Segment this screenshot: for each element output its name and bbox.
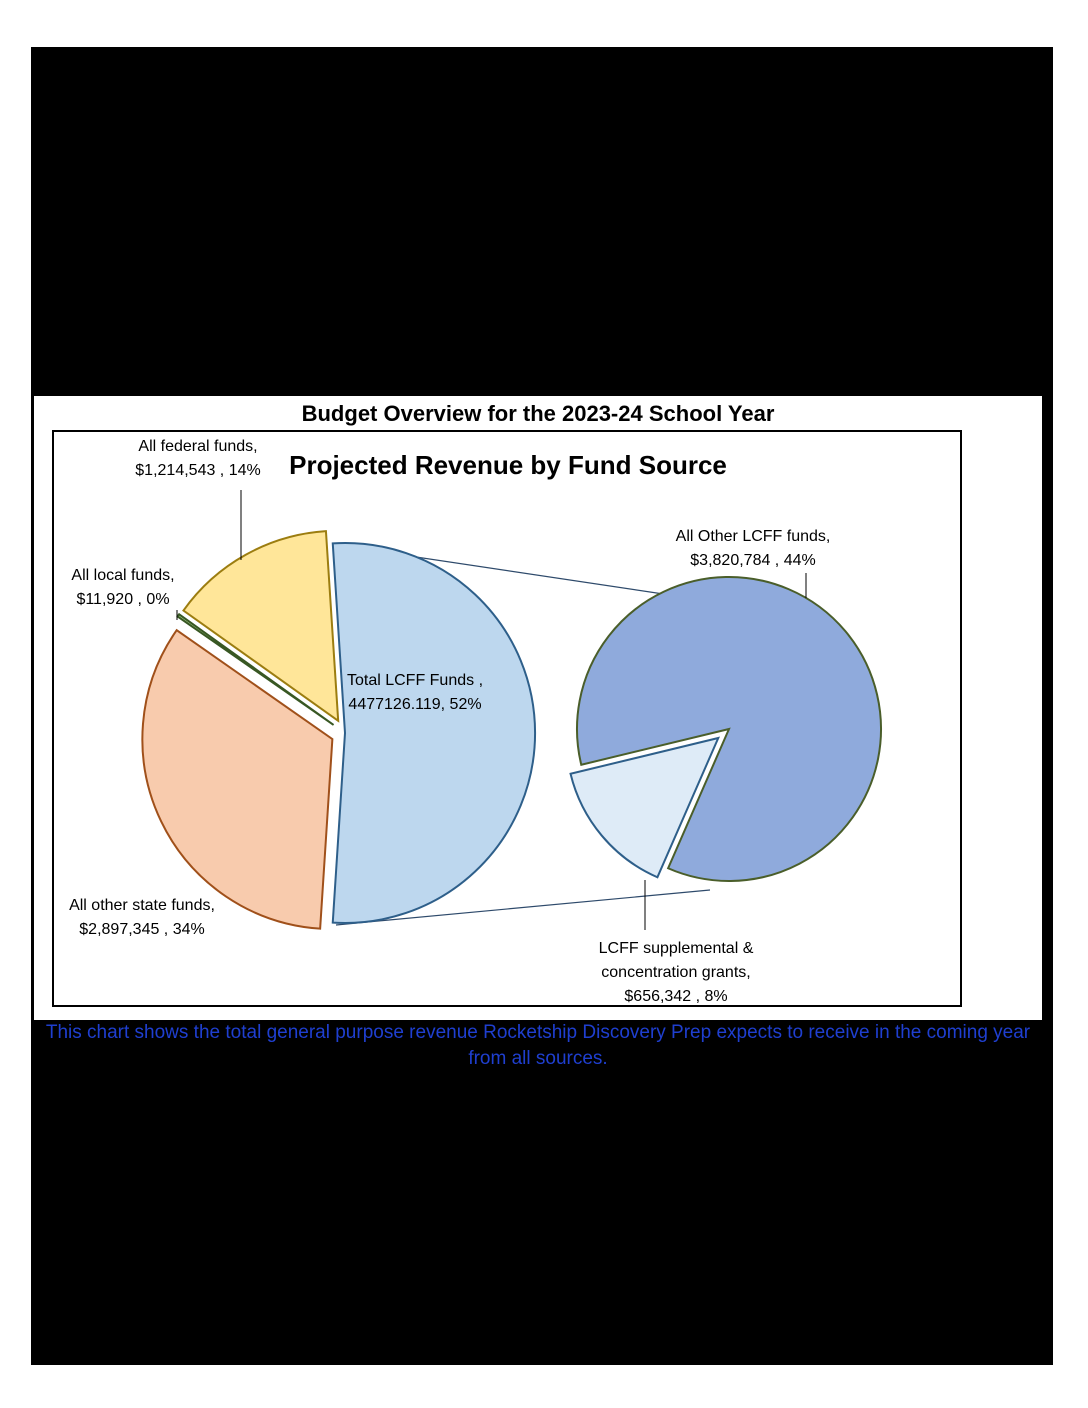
data-label: Total LCFF Funds , 4477126.119, 52%: [346, 672, 484, 713]
data-label: LCFF supplemental & concentration grants, $656,342 , 8%: [598, 940, 754, 1005]
data-label: All other state funds, $2,897,345 , 34%: [69, 897, 215, 938]
page-title: Budget Overview for the 2023-24 School Year: [301, 401, 775, 426]
data-label: All federal funds, $1,214,543 , 14%: [135, 438, 261, 479]
chart-title: Projected Revenue by Fund Source: [289, 450, 727, 480]
data-label: All Other LCFF funds, $3,820,784 , 44%: [675, 528, 831, 569]
chart-caption: This chart shows the total general purpose revenue Rocketship Discovery Prep expects to receive in the coming year from all sources.: [45, 1022, 1031, 1069]
data-label: All local funds, $11,920 , 0%: [71, 567, 175, 608]
main-pie-slice: [333, 543, 535, 923]
